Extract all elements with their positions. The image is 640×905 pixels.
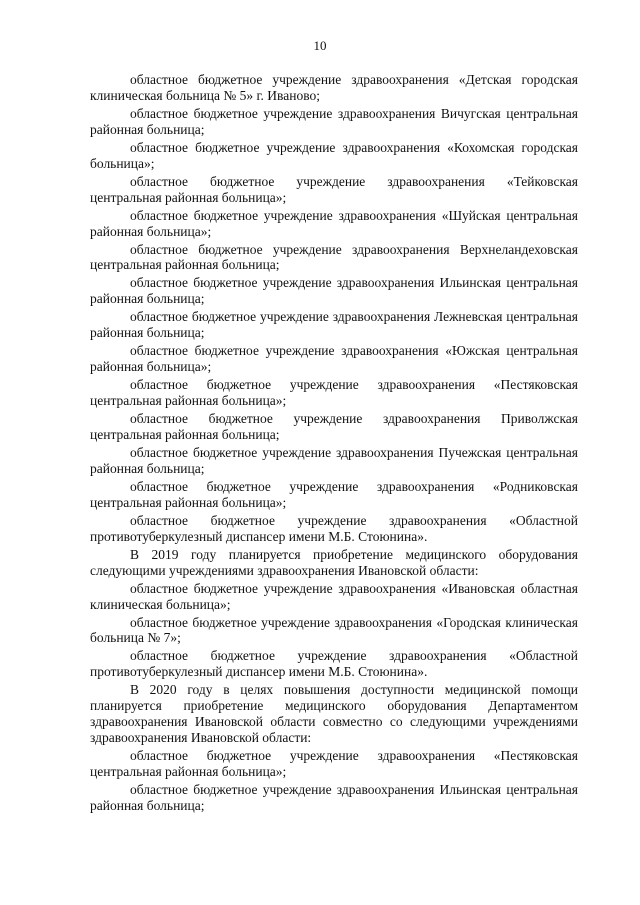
paragraph: областное бюджетное учреждение здравоохранения «Родниковская центральная районная больница»; xyxy=(90,478,578,510)
paragraph: областное бюджетное учреждение здравоохранения «Пестяковская центральная районная больница»; xyxy=(90,748,578,779)
paragraph: областное бюджетное учреждение здравоохранения «Пестяковская центральная районная больница»; xyxy=(90,377,578,409)
paragraph: В 2019 году планируется приобретение медицинского оборудования следующими учреждениями здравоохранения Ивановской области: xyxy=(90,546,578,578)
paragraph: областное бюджетное учреждение здравоохранения Ильинская центральная районная больница; xyxy=(90,781,578,813)
paragraph: областное бюджетное учреждение здравоохранения «Детская городская клиническая больница № 5» г. Иваново; xyxy=(90,72,578,103)
paragraph: областное бюджетное учреждение здравоохранения «Областной противотуберкулезный диспансер имени М.Б. Стоюнина». xyxy=(90,512,578,544)
paragraph: областное бюджетное учреждение здравоохранения «Кохомская городская больница»; xyxy=(90,139,578,171)
paragraph: областное бюджетное учреждение здравоохранения «Областной противотуберкулезный диспансер имени М.Б. Стоюнина». xyxy=(90,648,578,680)
paragraph: областное бюджетное учреждение здравоохранения Лежневская центральная районная больница; xyxy=(90,309,578,341)
paragraph: областное бюджетное учреждение здравоохранения Приволжская центральная районная больница; xyxy=(90,411,578,442)
paragraph: В 2020 году в целях повышения доступности медицинской помощи планируется приобретение медицинского оборудования Департаментом здравоохранения Ивановской области совместно со следующими учреждениями здравоохранения Ивановской области: xyxy=(90,682,578,746)
document-body xyxy=(90,72,578,816)
paragraph: областное бюджетное учреждение здравоохранения Вичугская центральная районная больница; xyxy=(90,105,578,137)
paragraph: областное бюджетное учреждение здравоохранения Пучежская центральная районная больница; xyxy=(90,444,578,476)
paragraph: областное бюджетное учреждение здравоохранения Ильинская центральная районная больница; xyxy=(90,275,578,307)
page-number: 10 xyxy=(313,38,327,53)
paragraph: областное бюджетное учреждение здравоохранения «Ивановская областная клиническая больница»; xyxy=(90,580,578,612)
paragraph: областное бюджетное учреждение здравоохранения «Южская центральная районная больница»; xyxy=(90,343,578,375)
paragraph: областное бюджетное учреждение здравоохранения Верхнеландеховская центральная районная больница; xyxy=(90,241,578,273)
paragraph: областное бюджетное учреждение здравоохранения «Тейковская центральная районная больница»; xyxy=(90,173,578,205)
paragraph: областное бюджетное учреждение здравоохранения «Шуйская центральная районная больница»; xyxy=(90,207,578,239)
paragraph: областное бюджетное учреждение здравоохранения «Городская клиническая больница № 7»; xyxy=(90,614,578,646)
